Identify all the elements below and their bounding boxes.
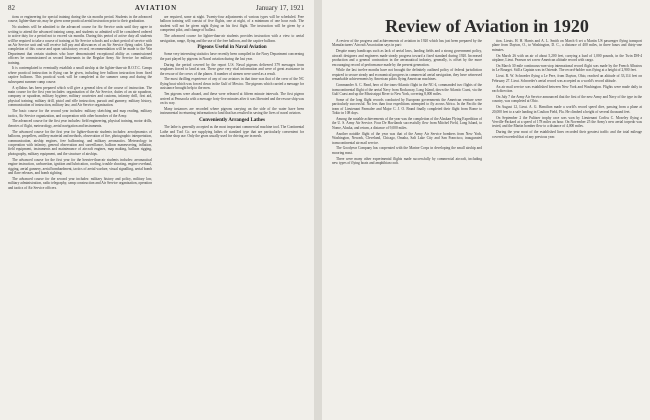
paragraph: While the last twelve months have not brought the definitely outlined policy of federal jurisdiction required to secure steady and economical progress in commercial aerial navigation, they have witnessed remarkable achievements by American pilots flying American machines.	[332, 68, 482, 82]
left-page	[8, 15, 304, 417]
paragraph: Ten pigeons were aboard, and these were released at fifteen minute intervals. The first pigeon arrived at Pensacola with a message forty-five minutes after it was liberated and the rescue ship was on its way.	[160, 92, 304, 105]
paragraph: The basic course for the second year includes: military sketching and map reading, military tactics, Air Service organization, and cooperation with other branches of the Army.	[8, 109, 152, 118]
paragraph: Lieut. R. W. Schroeder flying a Le Pere, from Dayton, Ohio, reached an altitude of 33,114 feet on February 27. Lieut. Schroeder's aerial record was accepted as a world's record altitude.	[492, 74, 642, 83]
paragraph: During the year most of the established lines recorded their greatest traffic and the total mileage covered exceeded that of any previous year.	[492, 130, 642, 139]
paragraph: Many instances are recorded where pigeons carrying on the side of the water have been instrumental in returning information to land that has resulted in saving the lives of naval aviators.	[160, 106, 304, 116]
running-head	[8, 3, 304, 13]
right-page-column-1	[332, 39, 482, 417]
paragraph: On July 7 the Army Air Service announced that the first of the new Army and Navy of the type in the country, was completed at Ohio.	[492, 94, 642, 104]
paragraph: On September 2 the Pulitzer trophy race was won by Lieutenant Corliss C. Moseley flying a Verville-Packard at a speed of 178 miles an hour. On November 25 the Army's new aerial torpedo was tested, and the Martin bomber flew to a distance of 4,000 miles.	[492, 115, 642, 129]
paragraph: Some very interesting statistics have recently been compiled in the Navy Department concerning the part played by pigeons in Naval aviation during the last year.	[160, 52, 304, 61]
paragraph: Despite many handicaps such as lack of aerial laws, landing fields and a strong government policy, aircraft designers and engineers made steady progress toward a fixed standard during 1920. Increased production and a general contraction in the aeronautical industry, generally, is offset by the more encouraging record of performance made by the present generation.	[332, 49, 482, 67]
paragraph: On August 12, Lieut. A. G. Hamilton made a world's record speed dive, passing from a plane at 20,000 feet to a safe landing in Coulton Field, Fla. He climbed a height of several thousand feet.	[492, 105, 642, 114]
paragraph: The advanced course for the first year includes: field engineering, physical training, motor drills, theories of flight, meteorology, aerial navigation and instruments.	[8, 119, 152, 128]
page-gutter	[314, 0, 322, 420]
article-title: Review of Aviation in 1920	[385, 16, 589, 36]
section-heading: Conveniently Arranged Lathes	[199, 117, 265, 123]
paragraph: The most thrilling experience of any of our aviators in that time was that of the crew of the NC flying boat which was forced down in the Gulf of Mexico. The pigeons which carried a message for assistance brought help to the men.	[160, 77, 304, 91]
paragraph: Some of the long flight records conducted by European governments the American venture were particularly successful. No less than four expeditions attempted to fly across Africa. In the Pacific the team of Lieutenant Parmalee and Major C. J. O. Brand finally completed their flight from Rome to Tokio in 108 days.	[332, 97, 482, 116]
right-page-column-2	[492, 39, 642, 417]
paragraph: A review of the progress and achievements of aviation in 1920 which has just been prepared by the Manufacturers' Aircraft Association says in part:	[332, 39, 482, 48]
paragraph: Among the notable achievements of the year was the completion of the Alaskan Flying Expedition of the U. S. Army Air Service. Four De Havilands successfully flew from Mitchel Field, Long Island, to Nome, Alaska, and return, a distance of 9,000 miles.	[332, 117, 482, 130]
paragraph: Another notable flight of the year was that of the Army Air Service bombers from New York, Washington, Newark, Cleveland, Chicago, Omaha, Salt Lake City and San Francisco, inaugurated transcontinental air mail service.	[332, 131, 482, 145]
journal-name: AVIATION	[134, 4, 178, 12]
paragraph: Commander A. C. Read, hero of the trans-Atlantic flight in the NC-4, commanded two flights of the transcontinental flight of the aerial Navy from Rockaway, Long Island, down the Atlantic Coast, via the Gulf Coast and up the Mississippi River to New York, covering 8,000 miles.	[332, 83, 482, 96]
paragraph: The advanced course for the first year for lighter-than-air students includes: aerodynamics of balloons, propellers, artillery material and methods, observation of fire, photographic interpretation, communication, airship engines, free ballooning, and military aeronautics. Meteorology in cooperation with infantry, general observation and surveillance, balloon maneuvering, inflation, field equipment, instruments and maintenance of aircraft engines, map making, balloon rigging, photography, military equipment, and the structure of airships.	[8, 129, 152, 156]
paragraph: A syllabus has been prepared which will give a general idea of the course of instruction. The main course for the first year includes: organization of the Air Service, duties of an air squadron, company or squadron, military hygiene, military courtesies and customs, infantry drill, first aid, physical training, military drill, pistol and rifle instruction, pursuit and gunnery, military history, communication of instruction, military law, and Air Service organization.	[8, 85, 152, 108]
paragraph: During the period covered by the report U.S. Naval pigeons delivered 379 messages from seaplanes forced to land at sea. These gave very vital information and were of great assistance in the rescue of the crews of the planes. A number of airmen were saved as a result.	[160, 62, 304, 76]
paragraph: The advanced course for the first year for the heavier-than-air students includes: aeronautical engine instruction, carburetion, ignition and lubrication, cooling, trouble shooting, engine overhaul, rigging, aerial gunnery, aerial bombardment, tactics of aerial warfare, visual signalling, aerial bomb and flare releases, and bomb sighting.	[8, 157, 152, 175]
paragraph: On March 30 mile continuous-non-stop international record flight was made by the French Albatros in Le Bourget. Still a Captain was in Ostende. The record-holder was flying at a height of 2,900 feet.	[492, 64, 642, 73]
paragraph: An air mail service was established between New York and Washington. Flights were made daily in each direction.	[492, 84, 642, 94]
paragraph: tions or engineering for special training during the six months period. Students in the advanced course, lighter-than-air, may be given some practical aerial instruction prior to their graduation.	[8, 15, 152, 24]
paragraph: The advanced course for lighter-than-air students provides instruction with a view to aerial navigation, range, flying and the use of the free balloon, and the captive balloon.	[160, 34, 304, 43]
paragraph: The advanced course for the second year includes: military history and policy, military law, military administration, radio telegraphy, camp construction and Air Service organization, operation and tactics of Air Service officers.	[8, 176, 152, 190]
paragraph: The Goodyear Company has cooperated with the Marine Corps in developing the small airship and mooring mast.	[332, 146, 482, 155]
paragraph: No students will be admitted to the advanced course for Air Service units until they agree in writing to attend the advanced training camp, and students so admitted will be considered ordered to active duty for a period not to exceed six months. During this period of active duty all students will be required to take a course of training at Air Service schools and a short period of service with an Air Service unit and will receive full pay and allowances of an Air Service flying cadet. Upon completion of this course and upon satisfactory record, recommendation will be made to the War Department that certain students who have demonstrated exceptional ability as commissioned officers be commissioned as second lieutenants in the Regular Army Air Service for military training.	[8, 25, 152, 65]
paragraph: There were many other experimental flights made successfully by commercial aircraft, including new types of flying boats and amphibian craft.	[332, 156, 482, 166]
paragraph: are required, some at night. Twenty-four adjustments of various types will be scheduled. Free balloon training will consist of five flights, one at night, of a minimum of one hour each. The student will not be given night flying on his first flight. The instruction will be given by a competent pilot, and change of ballast.	[160, 15, 304, 33]
paragraph: The lathe is generally accepted as the most important commercial machine tool. The Continental Lathe and Tool Co. are supplying lathes of standard type that are particularly convenient for machine shop use. Only the gears usually used for driving are in mesh.	[160, 125, 304, 139]
page-number: 82	[8, 4, 15, 12]
paragraph: It is contemplated to eventually establish a small airship at the lighter-than-air R.O.T.C. Camps where practical instruction in flying can be given, including free balloon instruction from fixed captive balloons. This practical work will be completed at the summer camp and during the subsequent summer camp course.	[8, 66, 152, 84]
left-page-column-1	[8, 15, 152, 417]
paragraph: On March 26 with an air of about 5,200 feet, carrying a load of 1,000 pounds, in the Twin DH-4 airplane, Lieut. Pearson set a new American altitude record with cargo.	[492, 53, 642, 63]
issue-date: January 17, 1921	[255, 4, 304, 12]
right-page	[332, 15, 642, 417]
section-heading: Pigeons Useful in Naval Aviation	[197, 44, 267, 50]
paragraph: tion. Lieuts. H. H. Harris and A. L. Smith on March 6 set a Martin US passenger flying transport plane from Dayton, O., to Washington, D. C., a distance of 400 miles, in three hours and thirty-one minutes.	[492, 39, 642, 52]
left-page-column-2	[160, 15, 304, 417]
